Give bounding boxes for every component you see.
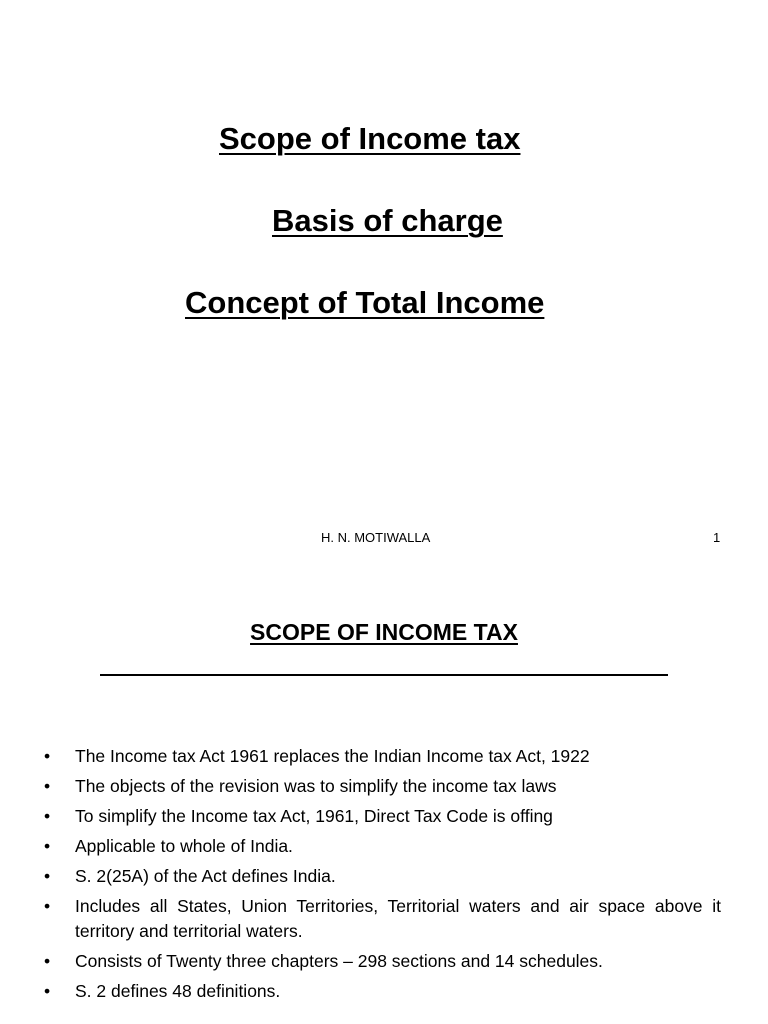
bullet-text: Consists of Twenty three chapters – 298 sections and 14 schedules. bbox=[75, 951, 603, 971]
title-concept-of-total-income: Concept of Total Income bbox=[185, 285, 545, 320]
bullet-item bbox=[0, 804, 768, 829]
slide-heading: SCOPE OF INCOME TAX bbox=[250, 619, 518, 645]
bullet-item bbox=[0, 894, 768, 944]
bullet-icon: • bbox=[44, 896, 51, 916]
content-slide bbox=[0, 560, 768, 1024]
bullet-icon: • bbox=[44, 951, 51, 971]
title-scope-of-income-tax: Scope of Income tax bbox=[219, 121, 521, 156]
page-number: 1 bbox=[713, 530, 721, 545]
title-basis-of-charge: Basis of charge bbox=[272, 203, 503, 238]
bullet-text: The Income tax Act 1961 replaces the Indian Income tax Act, 1922 bbox=[75, 746, 590, 766]
bullet-icon: • bbox=[44, 981, 51, 1001]
bullet-icon: • bbox=[44, 836, 51, 856]
bullet-text: To simplify the Income tax Act, 1961, Direct Tax Code is offing bbox=[75, 806, 553, 826]
bullet-item bbox=[0, 774, 768, 799]
bullet-icon: • bbox=[44, 746, 51, 766]
bullet-text: The objects of the revision was to simplify the income tax laws bbox=[75, 776, 557, 796]
bullet-text: Includes all States, Union Territories, Territorial waters and air space above it territory and territorial waters. bbox=[75, 896, 721, 941]
bullet-list bbox=[0, 744, 768, 1009]
bullet-icon: • bbox=[44, 776, 51, 796]
bullet-text: S. 2(25A) of the Act defines India. bbox=[75, 866, 336, 886]
bullet-text: S. 2 defines 48 definitions. bbox=[75, 981, 281, 1001]
bullet-item bbox=[0, 744, 768, 769]
bullet-icon: • bbox=[44, 806, 51, 826]
bullet-item bbox=[0, 864, 768, 889]
heading-rule bbox=[100, 674, 668, 676]
footer-author: H. N. MOTIWALLA bbox=[321, 530, 431, 545]
bullet-item bbox=[0, 949, 768, 974]
bullet-text: Applicable to whole of India. bbox=[75, 836, 293, 856]
bullet-icon: • bbox=[44, 866, 51, 886]
bullet-item bbox=[0, 979, 768, 1004]
bullet-item bbox=[0, 834, 768, 859]
